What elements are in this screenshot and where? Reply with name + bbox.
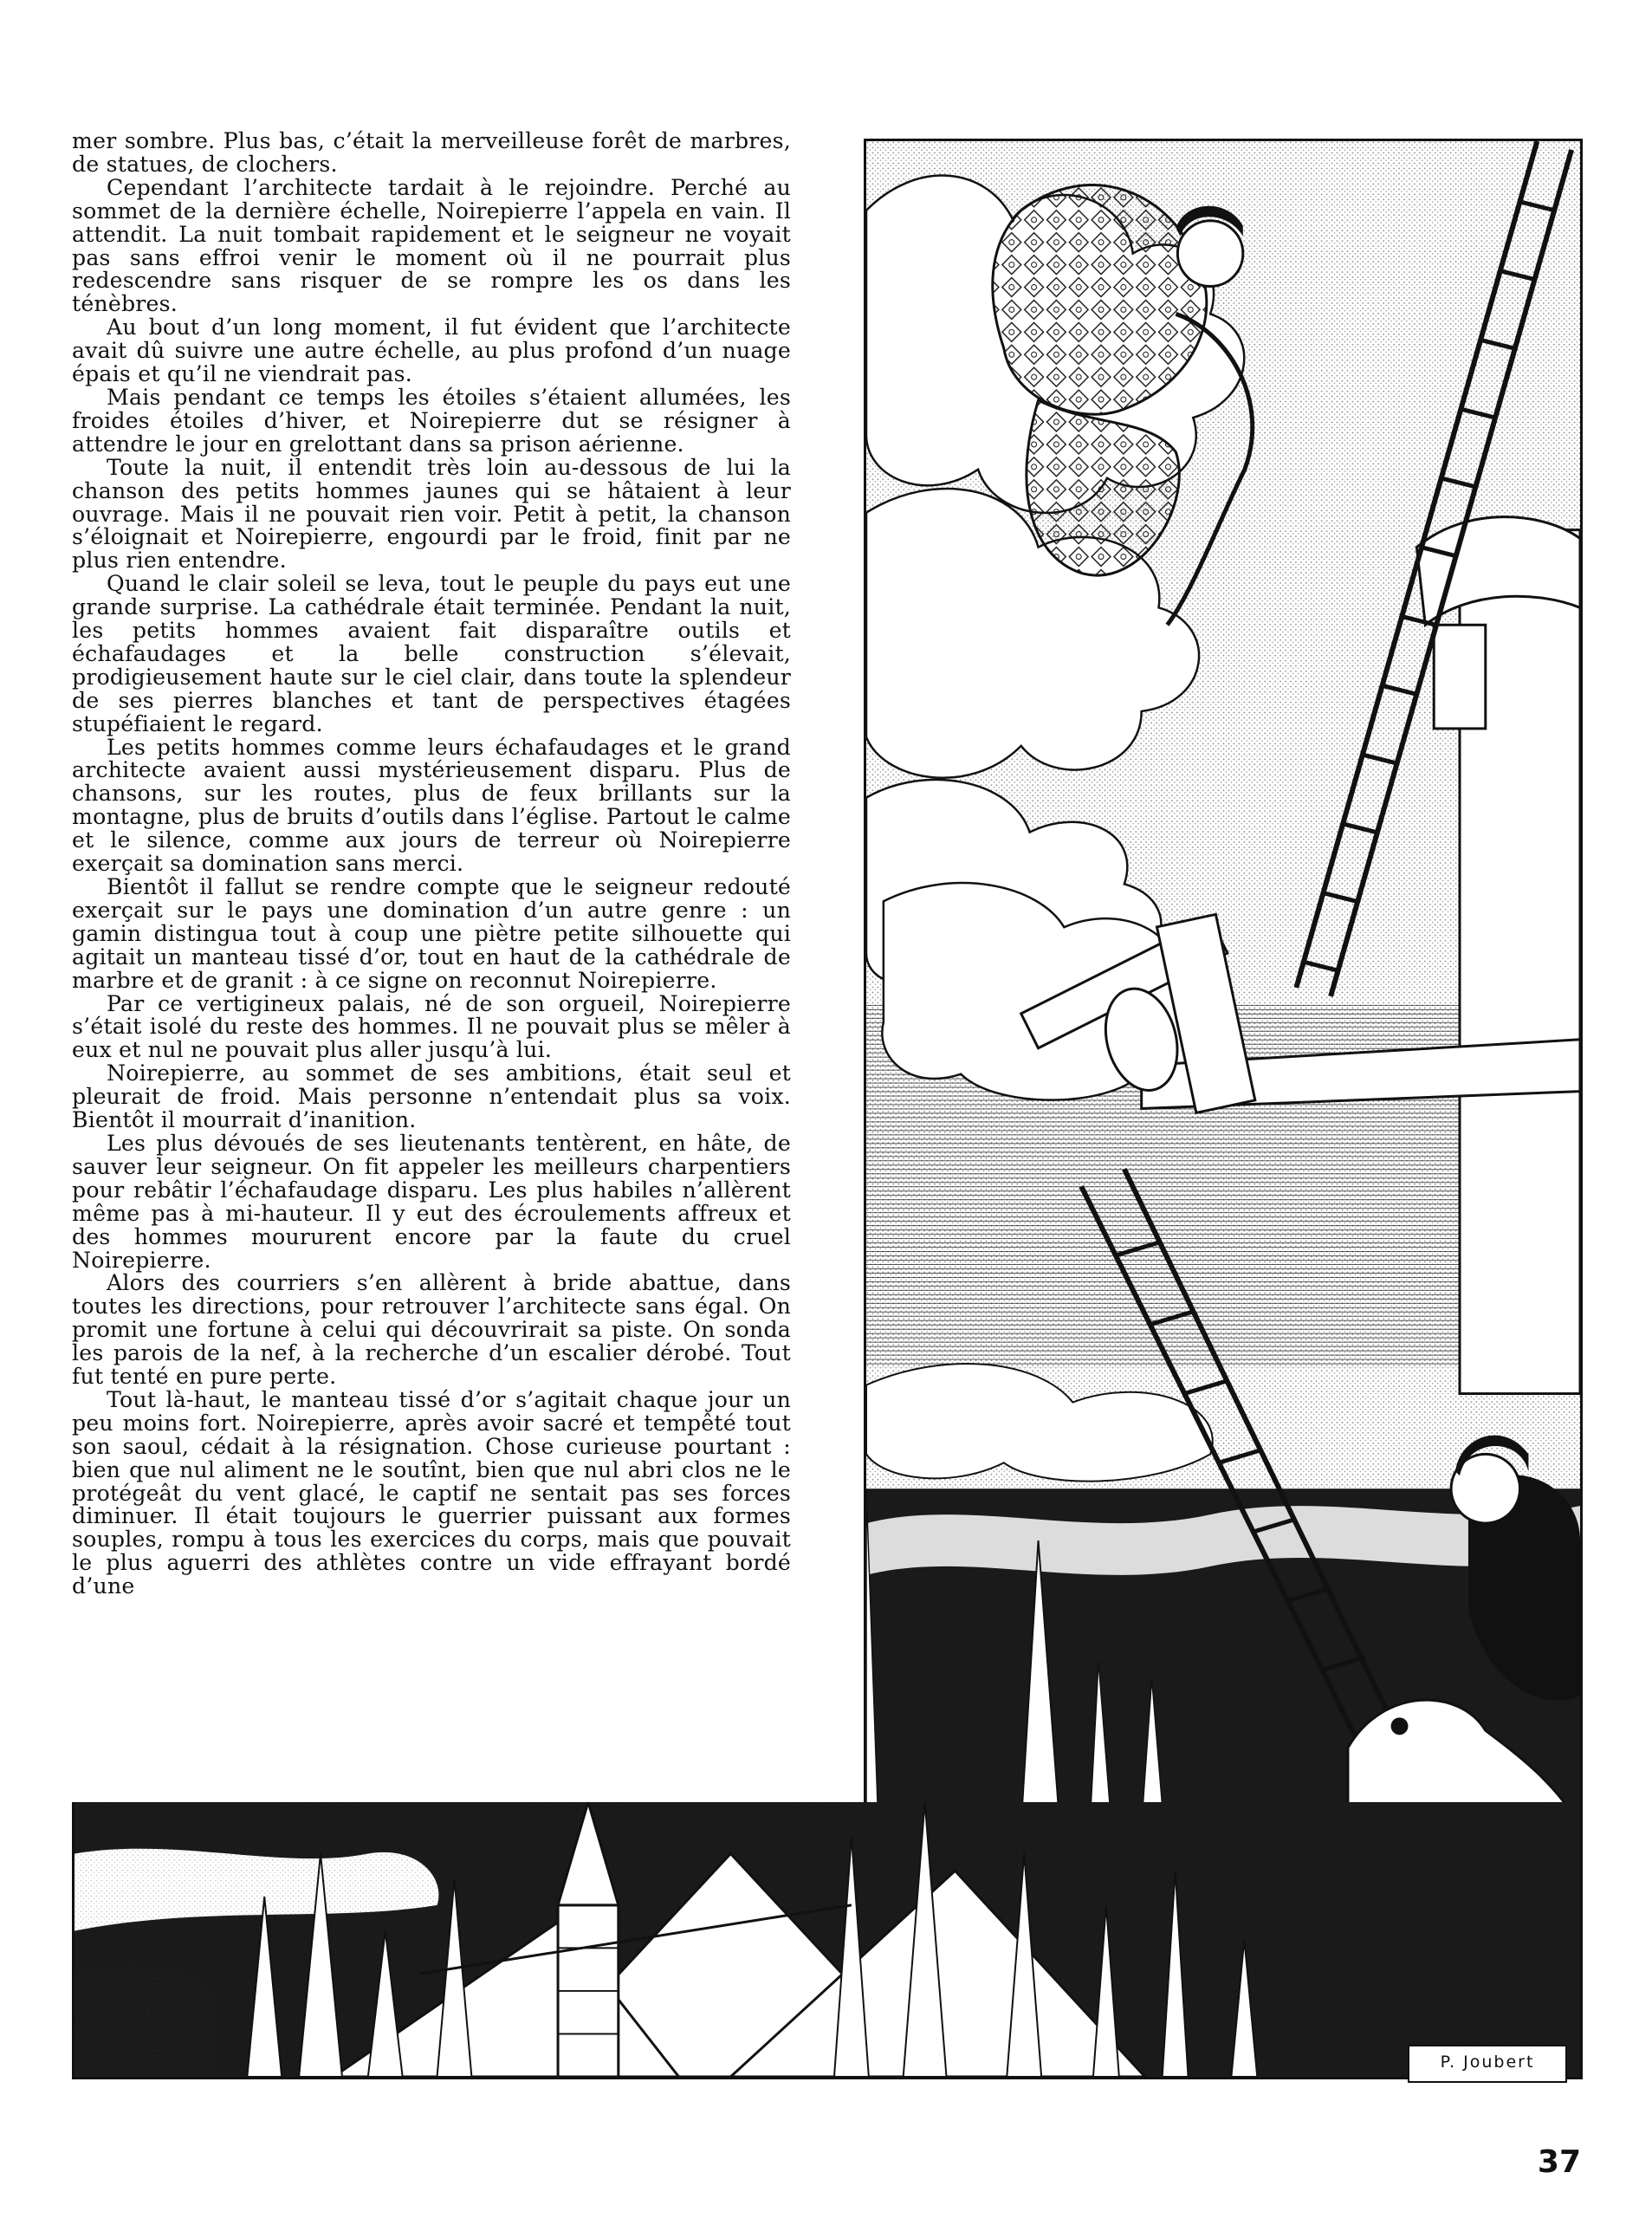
paragraph: Par ce vertigineux palais, né de son orgueil, Noirepierre s’était isolé du reste des hommes. Il ne pouvait plus se mêler à eux et nul ne pouvait plus aller jusqu’à lui.	[72, 990, 791, 1063]
paragraph: Bientôt il fallut se rendre compte que le seigneur redouté exerçait sur le pays une domination d’un autre genre : un gamin distingua tout à coup une piètre petite silhouette qui agitait un manteau tissé d’or, tout en haut de la cathédrale de marbre et de granit : à ce signe on reconnut Noirepierre.	[72, 874, 791, 993]
paragraph: Noirepierre, au sommet de ses ambitions, était seul et pleurait de froid. Mais personne n’entendait plus sa voix. Bientôt il mourrait d’inanition.	[72, 1060, 791, 1133]
paragraph: mer sombre. Plus bas, c’était la merveilleuse forêt de marbres, de statues, de clochers.	[72, 130, 791, 177]
page-number: 37	[1537, 2144, 1581, 2180]
paragraph: Toute la nuit, il entendit très loin au-dessous de lui la chanson des petits hommes jaunes qui se hâtaient à leur ouvrage. Mais il ne pouvait rien voir. Petit à petit, la chanson s’éloignait et Noirepierre, engourdi par le froid, finit par ne plus rien entendre.	[72, 454, 791, 574]
paragraph: Cependant l’architecte tardait à le rejoindre. Perché au sommet de la dernière échelle, Noirepierre l’appela en vain. Il attendit. La nuit tombait rapidement et le seigneur ne voyait pas sans effroi venir le moment où il ne pourrait plus redescendre sans risquer de se rompre les os dans les ténèbres.	[72, 174, 791, 317]
article-text-column	[72, 130, 791, 1698]
cathedral-drawing	[75, 1802, 1580, 2077]
paragraph: Tout là-haut, le manteau tissé d’or s’agitait chaque jour un peu moins fort. Noirepierre, après avoir sacré et tempêté tout son saoul, cédait à la résignation. Chose curieuse pourtant : bien que nul aliment ne le soutînt, bien que nul abri clos ne le protégeât du vent glacé, le captif ne sentait pas ses forces diminuer. Il était toujours le guerrier puissant aux formes souples, rompu à tous les exercices du corps, mais que pouvait le plus aguerri des athlètes contre un vide effrayant bordé d’une	[72, 1386, 791, 1599]
paragraph: Quand le clair soleil se leva, tout le peuple du pays eut une grande surprise. La cathédrale était terminée. Pendant la nuit, les petits hommes avaient fait disparaître outils et échafaudages et la belle construction s’élevait, prodigieusement haute sur le ciel clair, dans toute la splendeur de ses pierres blanches et tant de perspectives étagées stupéfiaient le regard.	[72, 571, 791, 736]
paragraph: Alors des courriers s’en allèrent à bride abattue, dans toutes les directions, pour retrouver l’architecte sans égal. On promit une fortune à celui qui découvrirait sa piste. On sonda les parois de la nef, à la recherche d’un escalier dérobé. Tout fut tenté en pure perte.	[72, 1270, 791, 1390]
paragraph: Les petits hommes comme leurs échafaudages et le grand architecte avaient aussi mystérieusement disparu. Plus de chansons, sur les routes, plus de feux brillants sur la montagne, plus de bruits d’outils dans l’église. Partout le calme et le silence, comme aux jours de terreur où Noirepierre exerçait sa domination sans merci.	[72, 734, 791, 877]
illustration-cathedral-spires	[72, 1802, 1583, 2079]
paragraph: Les plus dévoués de ses lieutenants tentèrent, en hâte, de sauver leur seigneur. On fit appeler les meilleurs charpentiers pour rebâtir l’échafaudage disparu. Les plus habiles n’allèrent même pas à mi-hauteur. Il y eut des écroulements affreux et des hommes moururent encore par la faute du cruel Noirepierre.	[72, 1130, 791, 1273]
illustration-ladder-scene	[864, 139, 1583, 1828]
artist-signature: P. Joubert	[1408, 2045, 1567, 2083]
paragraph: Au bout d’un long moment, il fut évident que l’architecte avait dû suivre une autre échelle, au plus profond d’un nuage épais et qu’il ne viendrait pas.	[72, 315, 791, 387]
ladder-scene-drawing	[866, 141, 1580, 1826]
paragraph: Mais pendant ce temps les étoiles s’étaient allumées, les froides étoiles d’hiver, et Noirepierre dut se résigner à attendre le jour en grelottant dans sa prison aérienne.	[72, 384, 791, 457]
